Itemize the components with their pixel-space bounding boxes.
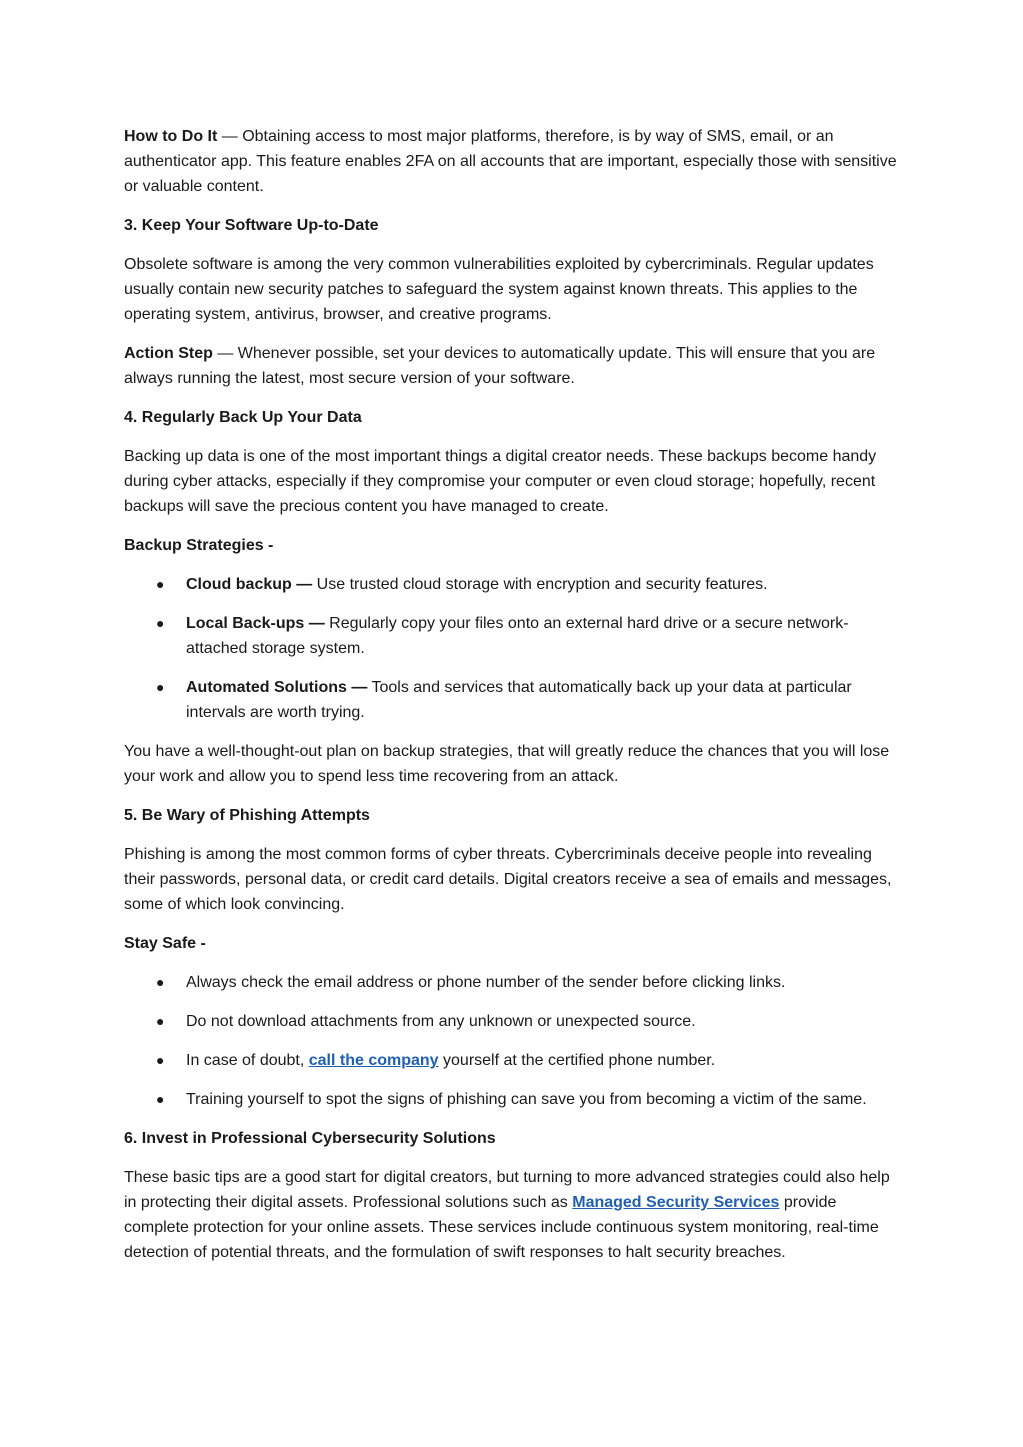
action-step-text: — Whenever possible, set your devices to automatically update. This will ensure that you are always running the latest, most secure version of your software. <box>124 345 876 387</box>
action-step-lead: Action Step <box>124 345 213 362</box>
list-item <box>124 1048 904 1073</box>
stay-safe-heading: Stay Safe - <box>124 935 206 952</box>
intro-lead: How to Do It <box>124 128 218 145</box>
list-item-text: Use trusted cloud storage with encryption and security features. <box>312 576 768 593</box>
list-item <box>124 675 904 725</box>
call-the-company-link[interactable]: call the company <box>308 1052 439 1069</box>
section-4-paragraph: Backing up data is one of the most important things a digital creator needs. These backups become handy during cyber attacks, especially if they compromise your computer or even cloud storage; hopefully, recent backups will save the precious content you have managed to create. <box>124 448 877 515</box>
bullet-icon: ● <box>156 1052 165 1068</box>
section-6-text-after: provide complete protection for your online assets. These services include continuous system monitoring, real-time detection of potential threats, and the formulation of swift responses to halt security breaches. <box>124 1194 879 1261</box>
bullet-icon: ● <box>156 679 165 695</box>
list-item-lead: Local Back-ups — <box>186 615 325 632</box>
bullet-icon: ● <box>156 1091 165 1107</box>
list-item <box>124 970 904 995</box>
section-3-paragraph: Obsolete software is among the very common vulnerabilities exploited by cybercriminals. Regular updates usually contain new security patches to safeguard the system against known threats. This applies to the operating system, antivirus, browser, and creative programs. <box>124 256 874 323</box>
list-item-lead: Automated Solutions — <box>186 679 368 696</box>
list-item <box>124 611 904 661</box>
backup-strategies-heading: Backup Strategies - <box>124 537 274 554</box>
list-item-lead: Cloud backup — <box>186 576 313 593</box>
section-6-paragraph <box>124 1165 904 1265</box>
list-item-text-before: In case of doubt, <box>186 1052 309 1069</box>
section-5-heading: 5. Be Wary of Phishing Attempts <box>124 807 370 824</box>
list-item <box>124 1087 904 1112</box>
section-3-heading: 3. Keep Your Software Up-to-Date <box>124 217 379 234</box>
bullet-icon: ● <box>156 615 165 631</box>
intro-paragraph <box>124 124 904 199</box>
bullet-icon: ● <box>156 974 165 990</box>
stay-safe-list <box>124 970 904 1112</box>
bullet-icon: ● <box>156 576 165 592</box>
section-4-heading: 4. Regularly Back Up Your Data <box>124 409 362 426</box>
section-4-closing: You have a well-thought-out plan on backup strategies, that will greatly reduce the chances that you will lose your work and allow you to spend less time recovering from an attack. <box>124 743 890 785</box>
bullet-icon: ● <box>156 1013 165 1029</box>
action-step-paragraph <box>124 341 904 391</box>
list-item-text: Always check the email address or phone number of the sender before clicking links. <box>186 974 786 991</box>
list-item-text: Training yourself to spot the signs of phishing can save you from becoming a victim of the same. <box>186 1091 867 1108</box>
list-item <box>124 1009 904 1034</box>
list-item-text: Do not download attachments from any unknown or unexpected source. <box>186 1013 696 1030</box>
intro-text: — Obtaining access to most major platforms, therefore, is by way of SMS, email, or an authenticator app. This feature enables 2FA on all accounts that are important, especially those with sensitive or valuable content. <box>124 128 897 195</box>
list-item-text-after: yourself at the certified phone number. <box>438 1052 716 1069</box>
section-6-text-before: These basic tips are a good start for digital creators, but turning to more advanced strategies could also help in protecting their digital assets. Professional solutions such as <box>124 1169 890 1211</box>
managed-security-services-link[interactable]: Managed Security Services <box>572 1194 780 1211</box>
list-item-text: Tools and services that automatically back up your data at particular intervals are worth trying. <box>186 679 852 721</box>
document-page <box>124 124 904 1279</box>
backup-strategies-list <box>124 572 904 725</box>
section-5-paragraph: Phishing is among the most common forms of cyber threats. Cybercriminals deceive people into revealing their passwords, personal data, or credit card details. Digital creators receive a sea of emails and messages, some of which look convincing. <box>124 846 892 913</box>
list-item <box>124 572 904 597</box>
list-item-text: Regularly copy your files onto an external hard drive or a secure network-attached storage system. <box>186 615 849 657</box>
section-6-heading: 6. Invest in Professional Cybersecurity Solutions <box>124 1130 496 1147</box>
